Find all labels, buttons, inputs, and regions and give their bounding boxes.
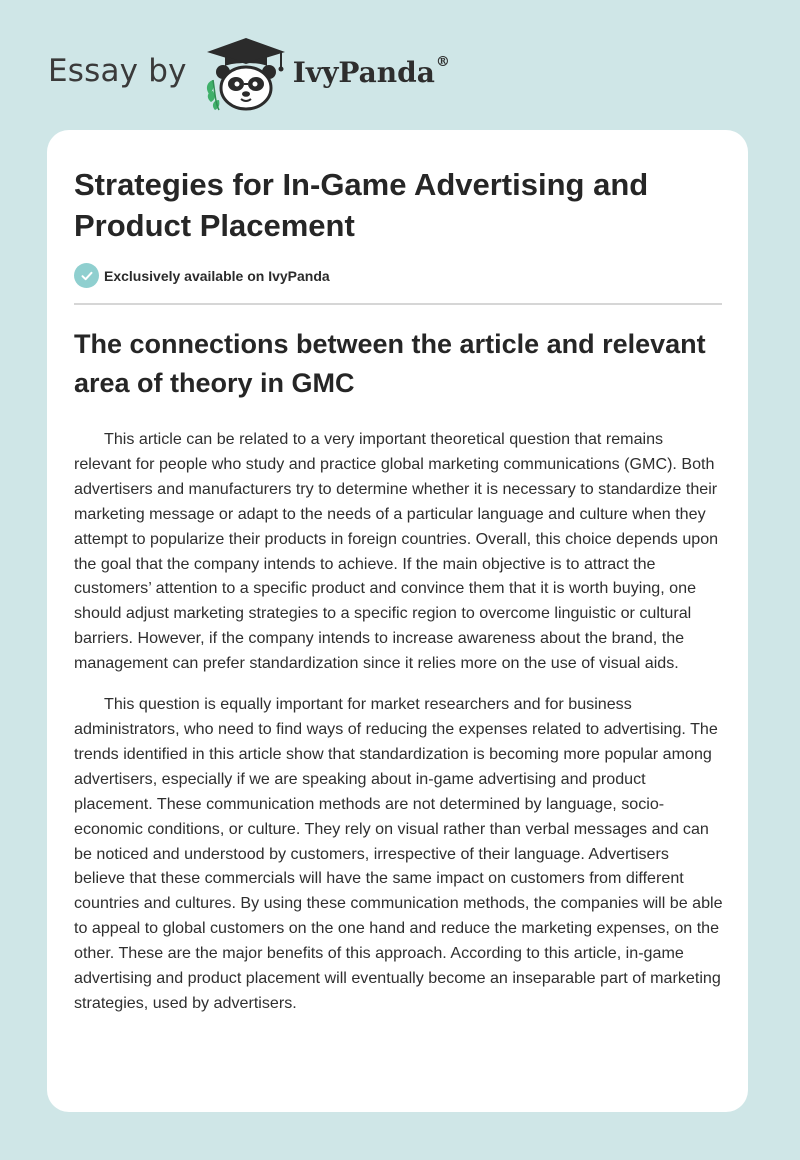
panda-graduate-logo-icon[interactable]	[201, 36, 291, 112]
check-circle-icon	[74, 263, 99, 288]
site-header	[48, 34, 450, 114]
essay-by-label: Essay by	[48, 53, 187, 89]
page-title: Strategies for In-Game Advertising and Product Placement	[74, 167, 649, 243]
section-heading: The connections between the article and relevant area of theory in GMC	[74, 329, 706, 398]
brand-name[interactable]: IvyPanda®	[292, 53, 450, 89]
exclusive-badge-label: Exclusively available on IvyPanda	[104, 267, 330, 284]
essay-body	[74, 427, 724, 1032]
divider	[74, 303, 722, 305]
essay-card	[47, 130, 748, 1112]
registered-mark: ®	[435, 53, 450, 70]
paragraph: This article can be related to a very important theoretical question that remains relevant for people who study and practice global marketing communications (GMC). Both advertisers and manufacturers try to determine whether it is necessary to standardize their marketing message or adapt to the needs of a particular language and culture when they attempt to popularize their products in foreign countries. Overall, this choice depends upon the goal that the company intends to achieve. If the main objective is to attract the customers’ attention to a specific product and convince them that it is worth buying, one should adjust marketing strategies to a specific region to overcome linguistic or cultural barriers. However, if the company intends to increase awareness about the brand, the management can prefer standardization since it relies more on the use of visual aids.	[74, 430, 719, 673]
exclusive-badge	[74, 263, 330, 288]
paragraph: This question is equally important for market researchers and for business administrators, who need to find ways of reducing the expenses related to advertising. The trends identified in this article show that standardization is becoming more popular among advertisers, especially if we are speaking about in-game advertising and product placement. These communication methods are not determined by language, socio-economic conditions, or culture. They rely on visual rather than verbal messages and can be noticed and understood by customers, irrespective of their language. Advertisers believe that these commercials will have the same impact on customers from different countries and cultures. By using these communication methods, the companies will be able to appeal to global customers on the one hand and reduce the marketing expenses, on the other. These are the major benefits of this approach. According to this article, in-game advertising and product placement will eventually become an inseparable part of marketing strategies, used by advertisers.	[74, 695, 723, 1012]
